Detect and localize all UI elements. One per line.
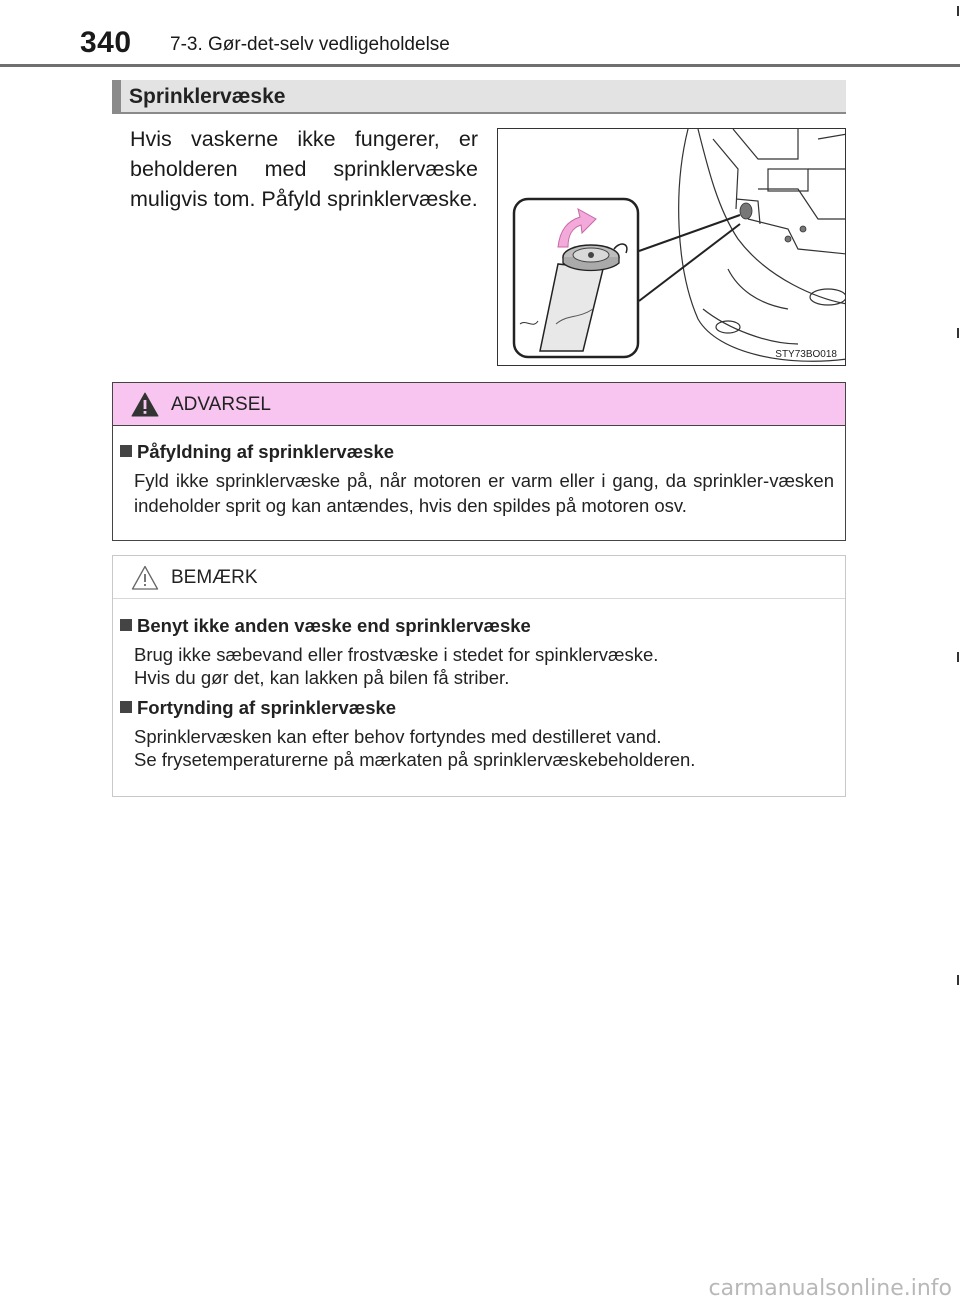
washer-fluid-figure <box>497 128 846 366</box>
figure-code: STY73BO018 <box>775 349 837 360</box>
bullet-square-icon <box>120 701 132 713</box>
section-heading <box>112 80 846 114</box>
washer-fluid-cap-illustration <box>498 129 846 366</box>
bullet-square-icon <box>120 445 132 457</box>
warning-box <box>112 382 846 541</box>
notice-item-title: Benyt ikke anden væske end sprinklervæske <box>120 615 531 637</box>
edge-tick <box>957 652 959 662</box>
edge-tick <box>957 975 959 985</box>
caution-triangle-outline-icon <box>131 565 159 590</box>
watermark: carmanualsonline.info <box>708 1276 952 1301</box>
notice-item-title: Fortynding af sprinklervæske <box>120 697 396 719</box>
notice-label: BEMÆRK <box>171 567 258 588</box>
notice-item-line: Sprinklervæsken kan efter behov fortyndes med destilleret vand. <box>134 726 662 747</box>
notice-item-line: Se frysetemperaturerne på mærkaten på sprinklervæskebeholderen. <box>134 749 696 770</box>
warning-label: ADVARSEL <box>171 394 271 415</box>
warning-item-title: Påfyldning af sprinklervæske <box>120 441 394 463</box>
notice-box <box>112 555 846 797</box>
header-rule <box>0 64 960 67</box>
chapter-title: 7-3. Gør-det-selv vedligeholdelse <box>170 34 450 55</box>
warning-header <box>113 383 845 426</box>
intro-paragraph: Hvis vaskerne ikke fungerer, er beholderen med sprinklervæske muligvis tom. Påfyld sprinklervæske. <box>130 127 478 211</box>
edge-tick <box>957 6 959 16</box>
edge-tick <box>957 328 959 338</box>
warning-triangle-icon <box>131 392 159 417</box>
section-title: Sprinklervæske <box>129 85 286 108</box>
notice-item-line: Brug ikke sæbevand eller frostvæske i stedet for spinklervæske. <box>134 644 659 665</box>
notice-item-line: Hvis du gør det, kan lakken på bilen få striber. <box>134 667 510 688</box>
bullet-square-icon <box>120 619 132 631</box>
notice-header <box>113 556 845 599</box>
page-number: 340 <box>80 26 132 59</box>
warning-item-body: Fyld ikke sprinklervæske på, når motoren er varm eller i gang, da sprinkler-væsken indeholder sprit og kan antændes, hvis den spildes på motoren osv. <box>134 470 834 516</box>
